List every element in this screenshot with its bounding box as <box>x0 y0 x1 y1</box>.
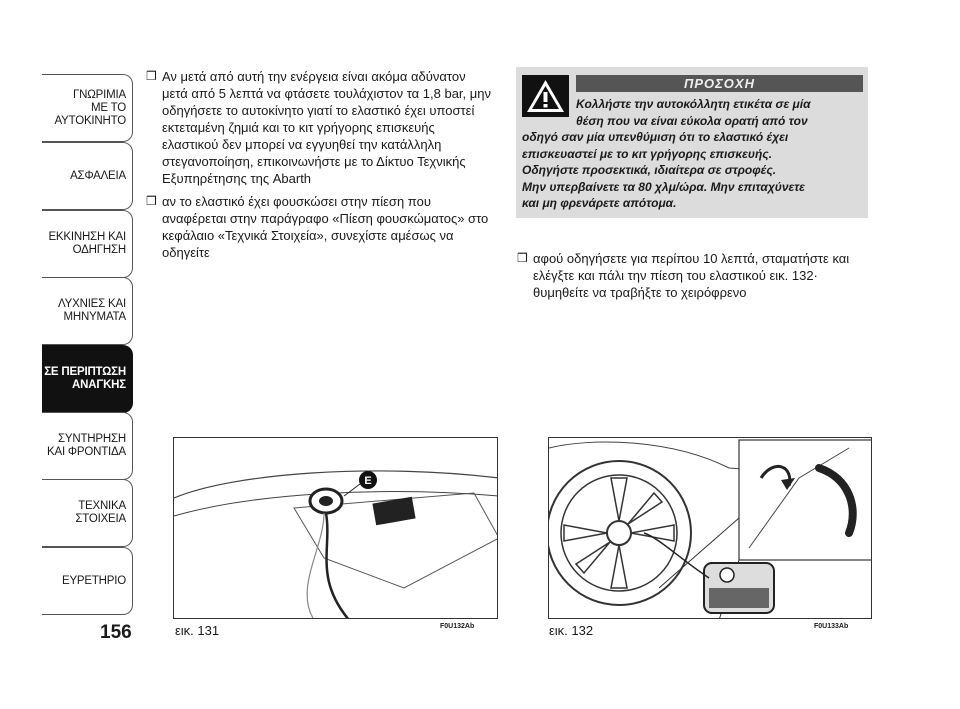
tab-label: ΤΕΧΝΙΚΑ ΣΤΟΙΧΕΙΑ <box>75 500 126 525</box>
list-item <box>517 250 877 301</box>
tab-label: ΕΚΚΙΝΗΣΗ ΚΑΙ ΟΔΗΓΗΣΗ <box>48 231 126 256</box>
figure-132-caption: εικ. 132 <box>549 623 594 638</box>
sidebar-tab-index[interactable] <box>42 547 133 615</box>
checkbox-bullet-icon: ❒ <box>146 69 157 83</box>
tab-label: ΣΥΝΤΗΡΗΣΗ ΚΑΙ ΦΡΟΝΤΙΔΑ <box>47 433 126 458</box>
figure-131-image <box>173 437 498 619</box>
figure-131-caption: εικ. 131 <box>175 623 220 638</box>
bullet-text: αν το ελαστικό έχει φουσκώσει στην πίεση που αναφέρεται στην παράγραφο «Πίεση φουσκώματος» στο κεφάλαιο «Τεχνικά Στοιχεία», συνεχίστε αμέσως να οδηγείτε <box>162 194 489 260</box>
sidebar-tab-maintenance[interactable] <box>42 412 133 480</box>
warning-body: οδηγό σαν μία υπενθύμιση ότι το ελαστικό έχει επισκευαστεί με το κιτ γρήγορης επισκευής. Οδηγήστε προσεκτικά, ιδιαίτερα σε στροφές. Μην υπερβαίνετε τα 80 χλμ/ώρα. Μην επιταχύνετε και μη φρενάρετε απότομα. <box>522 130 805 210</box>
figure-131-code: F0U132Ab <box>440 623 475 630</box>
figure-marker-label: E <box>364 475 372 487</box>
bullet-text: αφού οδηγήσετε για περίπου 10 λεπτά, σταματήστε και ελέγξτε και πάλι την πίεση του ελαστικού εικ. 132· θυμηθείτε να τραβήξτε το χειρόφρενο <box>533 251 850 300</box>
sidebar-tab-getting-to-know[interactable] <box>42 74 133 142</box>
list-item <box>146 193 496 261</box>
warning-heading: ΠΡΟΣΟΧΗ <box>576 75 863 92</box>
right-column <box>517 250 877 307</box>
tab-label: ΛΥΧΝΙΕΣ ΚΑΙ ΜΗΝΥΜΑΤΑ <box>58 298 126 323</box>
sidebar-tab-lights-messages[interactable] <box>42 277 133 345</box>
warning-box <box>516 67 868 218</box>
list-item <box>146 68 496 187</box>
warning-line: Κολλήστε την αυτοκόλλητη ετικέτα σε μία <box>576 97 811 111</box>
sidebar-tab-safety[interactable] <box>42 142 133 210</box>
sidebar-tab-starting-driving[interactable] <box>42 210 133 278</box>
tab-label: ΕΥΡΕΤΗΡΙΟ <box>61 574 126 587</box>
checkbox-bullet-icon: ❒ <box>517 251 528 265</box>
tab-label: ΓΝΩΡΙΜΙΑ ΜΕ ΤΟ ΑΥΤΟΚΙΝΗΤΟ <box>54 88 126 127</box>
left-column <box>146 68 496 267</box>
figure-132-image <box>548 437 872 619</box>
sidebar-tab-technical-data[interactable] <box>42 479 133 547</box>
warning-line: θέση που να είναι εύκολα ορατή από τον <box>576 113 808 128</box>
figure-132-code: F0U133Ab <box>814 623 849 630</box>
tab-label: ΣΕ ΠΕΡΙΠΤΩΣΗ ΑΝΑΓΚΗΣ <box>44 366 126 391</box>
checkbox-bullet-icon: ❒ <box>146 194 157 208</box>
warning-text <box>522 96 862 212</box>
page-number: 156 <box>100 622 132 643</box>
bullet-text: Αν μετά από αυτή την ενέργεια είναι ακόμα αδύνατον μετά από 5 λεπτά να φτάσετε τουλάχιστον τα 1,8 bar, μην οδηγήσετε το αυτοκίνητο γιατί το ελαστικό έχει υποστεί εκτεταμένη ζημιά και το κιτ γρήγορης επισκευής ελαστικού δεν μπορεί να εγγυηθεί την κατάλληλη στεγανοποίηση, επικοινωνήστε με το Δίκτυο Τεχνικής Εξυπηρέτησης της Abarth <box>162 69 491 186</box>
tab-label: ΑΣΦΑΛΕΙΑ <box>70 169 126 182</box>
sidebar-tab-emergency[interactable] <box>42 345 133 413</box>
